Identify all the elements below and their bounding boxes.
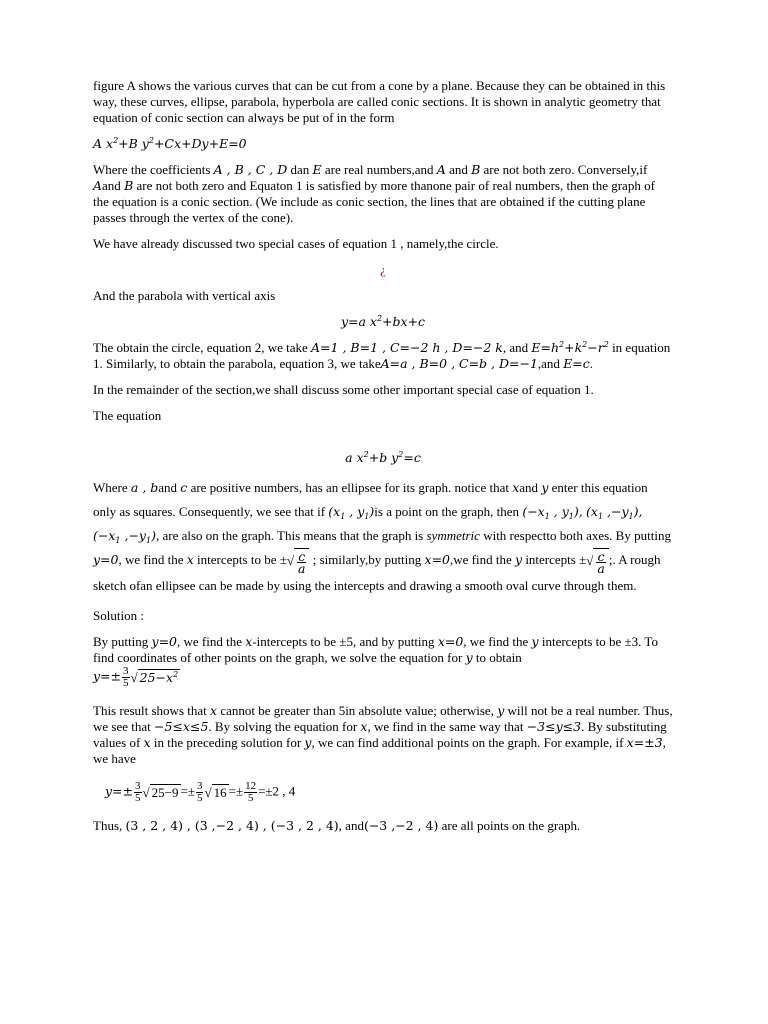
- document-page: [93, 78, 673, 844]
- parabola-equation: y=a $x^2+bx+c$: [340, 314, 426, 329]
- missing-equation-marker: ¿: [380, 262, 386, 277]
- intro-paragraph: figure A shows the various curves that can be cut from a cone by a plane. Because they can be obtained in this way, these curves, ellipse, parabola, hyperbola are called conic sections. It is shown in analytic geometry that equation of conic section can always be put of in the form: [93, 78, 666, 125]
- special-cases-paragraph: We have already discussed two special cases of equation 1 , namely,the circle.: [93, 236, 499, 251]
- ellipse-paragraph: Where a , band c are positive numbers, has an ellipsee for its graph. notice that xand y enter this equation only as squares. Consequently, we see that if ($x_1$ , $y_1)is$ a point on the graph, then ($-x_1$ , $y_1$), ($x_1$ $,-y_1$), ($-x_1$ $,-y_1$), are also on the graph. This means that the graph is symmetric with respectto both axes. By putting y=0, we find the x intercepts to be ±√ $\frac{c}{a}$ ; similarly,by putting x=0,we find the y intercepts ±√ $\frac{c}{a}$ ;. A rough sketch ofan ellipsee can be made by using the intercepts and drawing a smooth oval curve through them.: [93, 480, 671, 593]
- circle-parabola-paragraph: The obtain the circle, equation 2, we take A=1 , B=1 , C=−2 h , D=−2 k, and $E=h^2+k^2-r^2$ in equation 1. Similarly, to obtain the parabola, equation 3, we takeA=a , B=0 , C=b , D=−1,and E=c.: [93, 340, 671, 371]
- general-conic-equation: A $x^2+B$ $y^2+Cx+Dy+E=0$: [93, 136, 247, 151]
- points-paragraph: Thus, (3 , 2 , 4) , (3 ,−2 , 4) , (−3 , 2 , 4), and(−3 ,−2 , 4) are all points on the graph.: [93, 817, 581, 833]
- bounds-paragraph: This result shows that x cannot be greater than 5in absolute value; otherwise, y will not be a real number. Thus, we see that −5≤x≤5. By solving the equation for x, we find in the same way that −3≤y≤3. By substituting values of x in the preceding solution for y, we can find additional points on the graph. For example, if x=±3, we have: [93, 702, 673, 766]
- solution-label: Solution :: [93, 607, 144, 623]
- parabola-intro: And the parabola with vertical axis: [93, 288, 276, 303]
- remainder-paragraph: In the remainder of the section,we shall discuss some other important special case of equation 1.: [93, 382, 594, 397]
- substitution-equation: y=± $\frac{3}{5}$ √ 25−9 =± $\frac{3}{5}$ √ 16 =± $\frac{12}{5}$ =±2 , 4: [105, 779, 296, 804]
- coefficients-paragraph: Where the coefficients A , B , C , D dan E are real numbers,and A and B are not both zero. Conversely,if Aand B are not both zero and Equaton 1 is satisfied by more thanone pair of real numbers, then the graph of the equation is a conic section. (We include as conic section, the lines that are obtained if the cutting plane passes through the vertex of the cone).: [93, 162, 655, 225]
- the-equation-label: The equation: [93, 408, 162, 423]
- solution-paragraph: By putting y=0, we find the x-intercepts to be ±5, and by putting x=0, we find the y intercepts to be ±3. To find coordinates of other points on the graph, we solve the equation for y to obtain y=± $\frac{3}{5}$ √ $25-x^2$: [93, 633, 658, 689]
- ellipse-equation: a $x^2+b$ $y^2=c$: [345, 450, 421, 465]
